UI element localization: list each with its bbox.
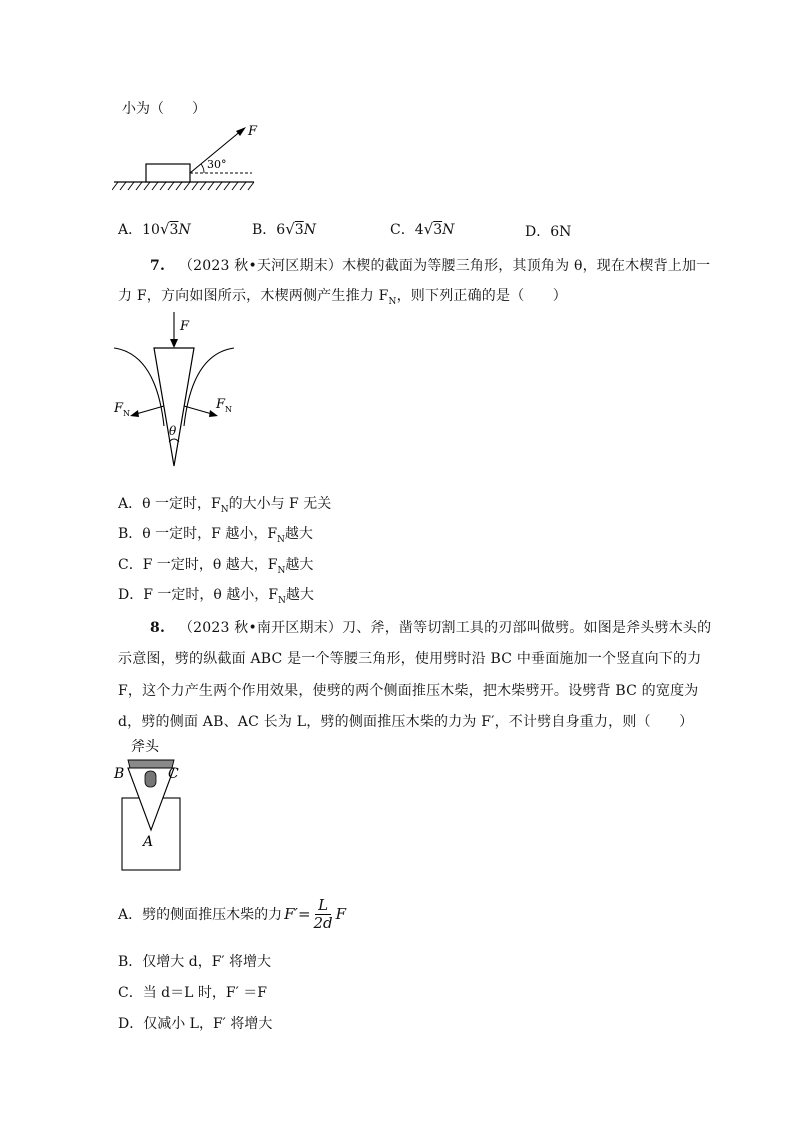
q6-option-b[interactable]: B．6√3N: [252, 220, 316, 238]
question-7-line2: 力 F，方向如图所示，木楔两侧产生推力 $F_N$，则下列正确的是（ ）: [118, 288, 568, 307]
question-8-line4: d，劈的侧面 AB、AC 长为 L，劈的侧面推压木柴的力为 F′，不计劈自身重力，则（ ）: [118, 714, 694, 730]
question-8-line1: 8. （2023 秋•南开区期末）刀、斧，凿等切割工具的刃部叫做劈。如图是斧头劈木头的: [150, 620, 712, 636]
q8-option-d[interactable]: D．仅减小 L，F′ 将增大: [118, 1016, 273, 1032]
question-7-line1: 7. （2023 秋•天河区期末）木楔的截面为等腰三角形，其顶角为 θ，现在木楔背上加一: [150, 258, 711, 274]
fraction: $\frac{L}{2d}$: [313, 896, 333, 932]
handle-hole: [145, 771, 156, 787]
question-8-line3: F，这个力产生两个作用效果，使劈的两个侧面推压木柴，把木柴劈开。设劈背 BC 的宽度为: [118, 683, 699, 699]
arrow-head-icon: [236, 127, 246, 136]
q8-option-a[interactable]: A．劈的侧面推压木柴的力 F′= $\frac{L}{2d}$ F: [118, 896, 347, 932]
q6-option-a[interactable]: A．10√3N: [118, 220, 191, 238]
q6-option-c[interactable]: C．4√3N: [390, 220, 455, 238]
q7-option-d[interactable]: D．F 一定时，θ 越小，$F_N$越大: [118, 587, 314, 606]
force-label: F: [180, 319, 190, 334]
q7-option-a[interactable]: A．θ 一定时，$F_N$的大小与 F 无关: [118, 496, 332, 515]
theta-label: θ: [169, 424, 177, 438]
axe-head-label: 斧头: [131, 739, 159, 755]
q8-option-c[interactable]: C．当 d＝L 时，F′ ＝F: [118, 985, 267, 1001]
question-6-tail: 小为（ ）: [122, 101, 206, 117]
block: [146, 164, 190, 182]
question-8-line2: 示意图，劈的纵截面 ABC 是一个等腰三角形，使用劈时沿 BC 中垂面施加一个竖直向下的力: [118, 651, 702, 667]
q7-option-b[interactable]: B．θ 一定时，F 越小，$F_N$越大: [118, 526, 313, 545]
q8-figure: [108, 734, 208, 876]
q8-option-b[interactable]: B．仅增大 d，F′ 将增大: [118, 954, 272, 970]
vertex-a-label: A: [143, 834, 154, 850]
down-arrow-icon: [170, 339, 178, 348]
left-arrow-icon: [130, 410, 139, 417]
q7-option-c[interactable]: C．F 一定时，θ 越大，$F_N$越大: [118, 557, 314, 576]
angle-label: 30°: [207, 158, 227, 171]
q6-figure: [112, 120, 262, 202]
force-label: F: [248, 124, 258, 139]
vertex-b-label: B: [114, 766, 125, 782]
fn-left-label: $F_N$: [114, 401, 131, 418]
q7-figure: [108, 308, 248, 470]
vertex-c-label: C: [168, 766, 179, 782]
fn-right-label: $F_N$: [216, 397, 233, 414]
q6-option-d[interactable]: D．6N: [525, 224, 572, 240]
